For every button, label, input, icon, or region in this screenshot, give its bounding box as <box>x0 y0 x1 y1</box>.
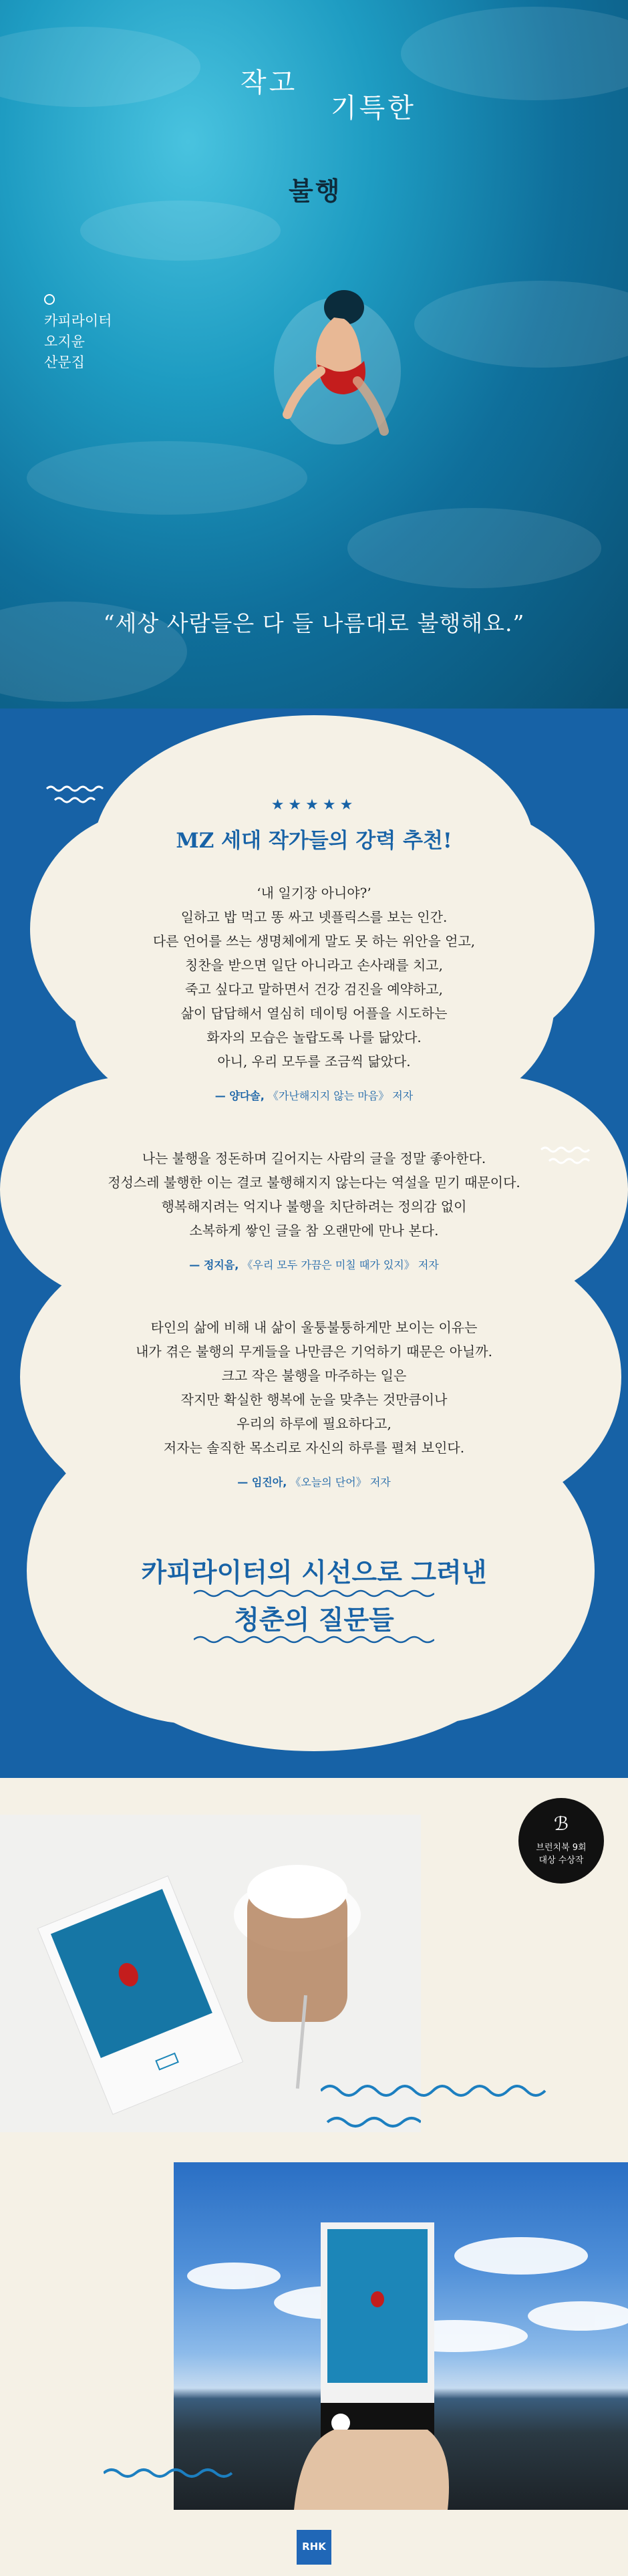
review-source-1 <box>0 1087 628 1103</box>
review-block-1 <box>0 881 628 1073</box>
water-ripple <box>414 281 628 368</box>
review-line: 아니, 우리 모두를 조금씩 닮았다. <box>217 1053 411 1069</box>
review-source-3 <box>0 1474 628 1489</box>
review-line: 내가 겪은 불행의 무게들을 나만큼은 기억하기 때문은 아닐까. <box>136 1343 492 1360</box>
hero-cover-image <box>0 0 628 709</box>
review-line: 정성스레 불행한 이는 결코 불행해지지 않는다는 역설을 믿기 때문이다. <box>108 1174 520 1190</box>
hero-title-line1: 작고 <box>241 68 298 98</box>
swimmer-illustration <box>271 271 404 444</box>
sea-scene-illustration <box>174 2162 628 2510</box>
review-line: 타인의 삶에 비해 내 삶이 울퉁불퉁하게만 보이는 이유는 <box>150 1319 478 1335</box>
source-book: 《우리 모두 가끔은 미칠 때가 있지》 저자 <box>242 1259 439 1271</box>
publisher-name: RHK <box>302 2541 326 2553</box>
water-ripple <box>0 27 200 107</box>
review-heading: MZ 세대 작가들의 강력 추천! <box>176 829 452 853</box>
author-line: 카피라이터 <box>44 313 112 329</box>
badge-line: 브런치북 9회 <box>536 1843 587 1853</box>
source-name: — 정지음, <box>189 1259 239 1271</box>
award-badge <box>518 1798 604 1884</box>
hero-author-info <box>44 311 112 373</box>
wave-decoration <box>321 2079 548 2099</box>
wave-divider <box>194 1589 434 1598</box>
brunch-logo-icon: ℬ <box>553 1813 569 1835</box>
review-line: 죽고 싶다고 말하면서 건강 검진을 예약하고, <box>185 981 443 997</box>
wave-decoration <box>104 2466 237 2480</box>
water-ripple <box>80 201 281 261</box>
source-book: 《가난해지지 않는 마음》 저자 <box>267 1089 414 1102</box>
review-line: 작지만 확실한 행복에 눈을 맞추는 것만큼이나 <box>180 1392 448 1408</box>
closing-line-2: 청춘의 질문들 <box>234 1605 394 1636</box>
hero-quote: “세상 사람들은 다 들 나름대로 불행해요.” <box>103 610 525 636</box>
water-ripple <box>27 441 307 515</box>
review-line: 우리의 하루에 필요하다고, <box>237 1416 391 1432</box>
hero-title-line2: 기특한 <box>331 93 416 124</box>
review-line: 저자는 솔직한 목소리로 자신의 하루를 펼쳐 보인다. <box>163 1440 465 1456</box>
water-ripple <box>347 508 601 588</box>
author-line: 산문집 <box>44 354 85 370</box>
closing-line-1: 카피라이터의 시선으로 그려낸 <box>141 1557 487 1588</box>
source-name: — 임진아, <box>237 1476 287 1489</box>
review-line: 나는 불행을 정돈하며 길어지는 사람의 글을 정말 좋아한다. <box>142 1150 486 1166</box>
review-line: 일하고 밥 먹고 똥 싸고 넷플릭스를 보는 인간. <box>180 909 448 925</box>
publisher-logo <box>297 2530 331 2565</box>
author-line: 오지윤 <box>44 334 85 350</box>
review-line: 다른 언어를 쓰는 생명체에게 말도 못 하는 위안을 얻고, <box>152 933 476 949</box>
review-line: 칭찬을 받으면 일단 아니라고 손사래를 치고, <box>185 957 443 973</box>
water-ripple <box>401 7 628 100</box>
rating-stars: ★★★★★ <box>271 797 357 813</box>
review-line: 크고 작은 불행을 마주하는 일은 <box>221 1368 407 1384</box>
review-line: 소복하게 쌓인 글을 참 오랜만에 만나 본다. <box>189 1222 439 1239</box>
book-at-sea-photo <box>174 2162 628 2510</box>
review-block-3 <box>0 1315 628 1460</box>
review-source-2 <box>0 1257 628 1272</box>
review-line: 화자의 모습은 놀랍도록 나를 닮았다. <box>206 1029 422 1045</box>
source-book: 《오늘의 단어》 저자 <box>290 1476 391 1489</box>
circle-icon <box>44 294 55 305</box>
review-line: 행복해지려는 억지나 불행을 치단하려는 정의감 없이 <box>161 1198 467 1214</box>
review-block-2 <box>0 1146 628 1243</box>
hero-title-line3: 불행 <box>289 176 342 206</box>
badge-line: 대상 수상작 <box>538 1855 584 1865</box>
review-line: ‘내 일기장 아니야?’ <box>257 885 371 901</box>
review-line: 삶이 답답해서 열심히 데이팅 어플을 시도하는 <box>180 1005 448 1021</box>
wave-divider <box>194 1635 434 1644</box>
source-name: — 양다솔, <box>214 1089 265 1102</box>
